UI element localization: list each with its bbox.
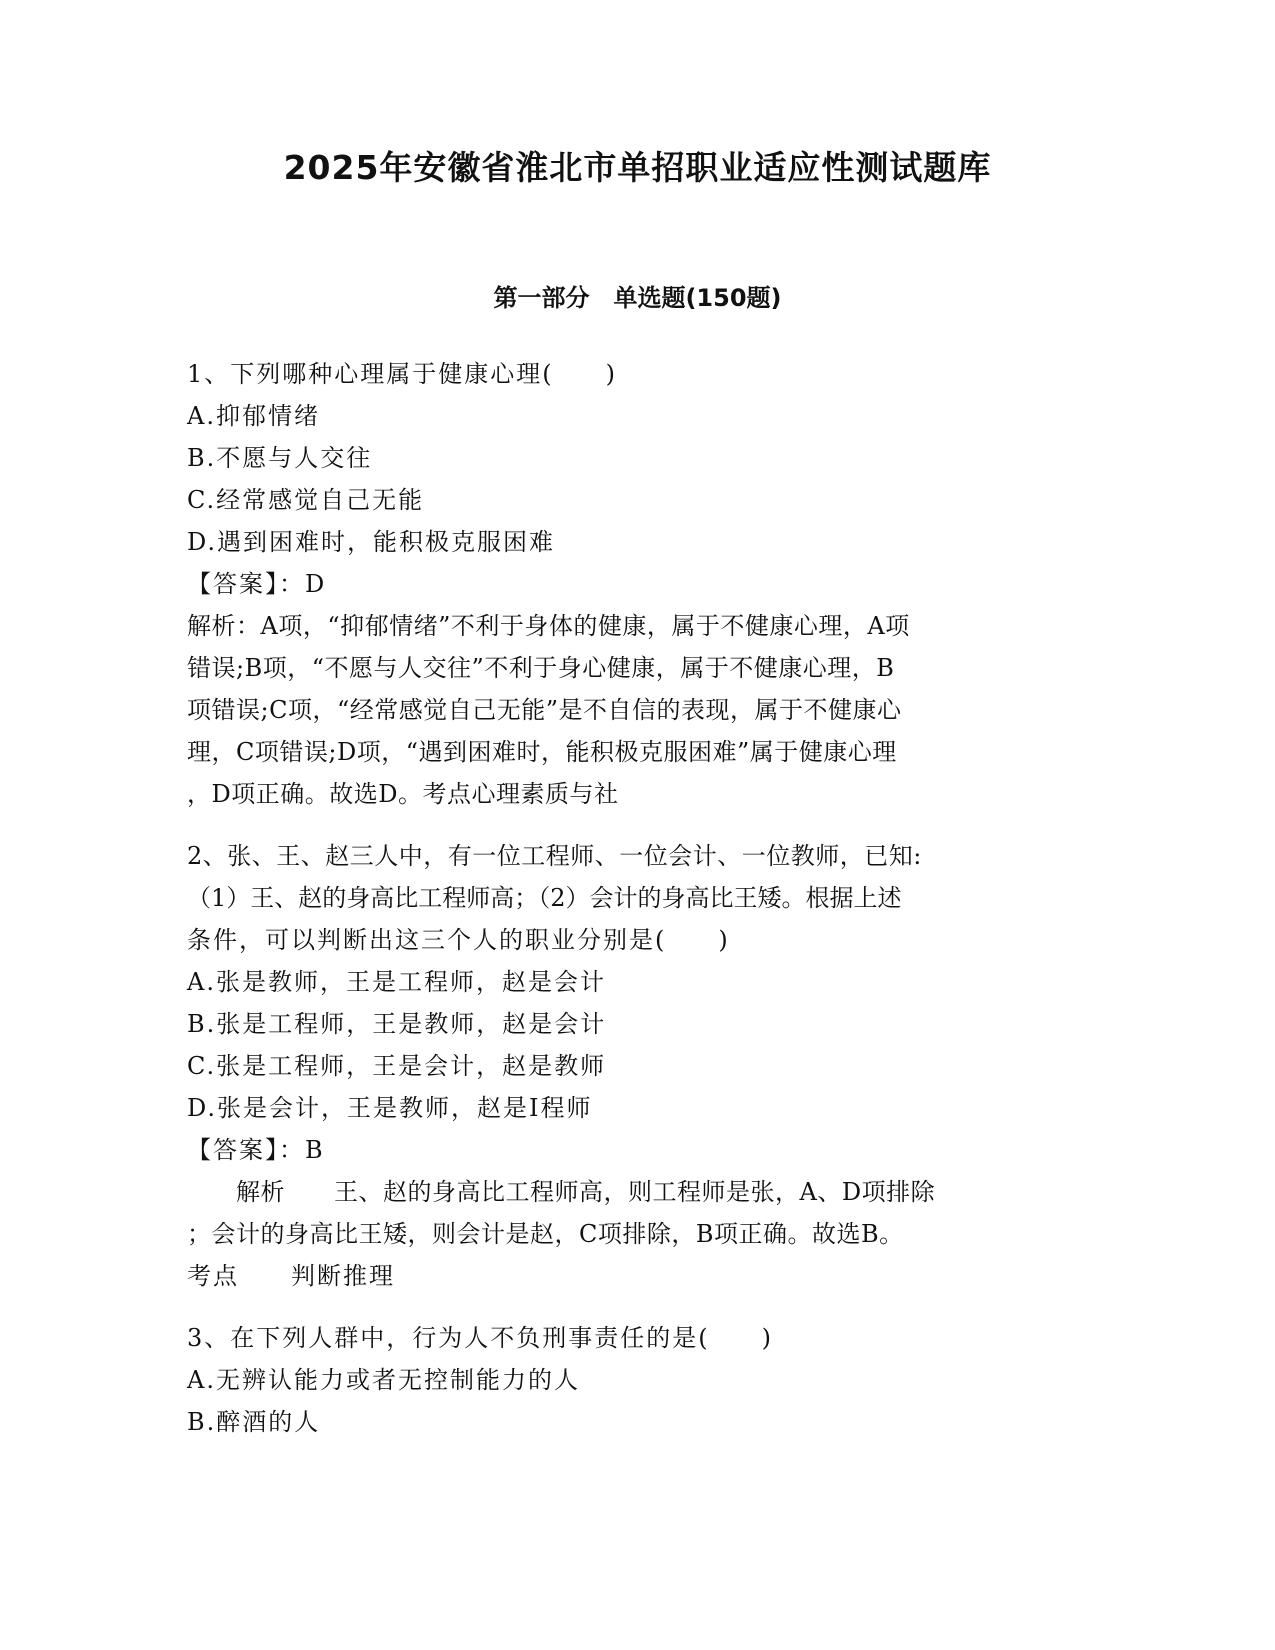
analysis-line: 解析：A项，“抑郁情绪”不利于身体的健康，属于不健康心理，A项	[187, 612, 910, 640]
option-a: A.抑郁情绪	[187, 402, 320, 430]
analysis-line: 项错误;C项，“经常感觉自己无能”是不自信的表现，属于不健康心	[187, 696, 902, 724]
question-stem: 2、张、王、赵三人中，有一位工程师、一位会计、一位教师，已知:	[187, 842, 922, 870]
option-a: A.张是教师，王是工程师，赵是会计	[187, 968, 606, 996]
question-stem: （1）王、赵的身高比工程师高；（2）会计的身高比王矮。根据上述	[187, 884, 902, 912]
analysis-line: 错误;B项，“不愿与人交往”不利于身心健康，属于不健康心理，B	[187, 654, 895, 682]
analysis-line: 理，C项错误;D项，“遇到困难时，能积极克服困难”属于健康心理	[187, 738, 897, 766]
option-d: D.遇到困难时，能积极克服困难	[187, 528, 556, 556]
option-b: B.不愿与人交往	[187, 444, 373, 472]
section-heading: 第一部分 单选题(150题)	[493, 284, 782, 312]
option-b: B.张是工程师，王是教师，赵是会计	[187, 1010, 607, 1038]
question-stem: 1、下列哪种心理属于健康心理( )	[187, 360, 617, 388]
analysis-line: 考点 判断推理	[187, 1262, 395, 1290]
question-1	[187, 353, 1087, 815]
question-2	[187, 835, 1087, 1297]
option-d: D.张是会计，王是教师，赵是I程师	[187, 1094, 593, 1122]
document-title: 2025年安徽省淮北市单招职业适应性测试题库	[283, 148, 992, 187]
answer-label: 【答案】：D	[187, 570, 327, 598]
option-a: A.无辨认能力或者无控制能力的人	[187, 1366, 580, 1394]
option-b: B.醉酒的人	[187, 1408, 321, 1436]
option-c: C.张是工程师，王是会计，赵是教师	[187, 1052, 607, 1080]
question-3	[187, 1317, 1087, 1443]
answer-label: 【答案】：B	[187, 1136, 325, 1164]
question-stem: 3、在下列人群中，行为人不负刑事责任的是( )	[187, 1324, 773, 1352]
analysis-line: ，D项正确。故选D。考点心理素质与社	[187, 780, 619, 808]
analysis-line: ；会计的身高比王矮，则会计是赵，C项排除，B项正确。故选B。	[187, 1220, 904, 1248]
analysis-line: 解析 王、赵的身高比工程师高，则工程师是张，A、D项排除	[187, 1178, 936, 1206]
question-list	[187, 353, 1087, 1443]
option-c: C.经常感觉自己无能	[187, 486, 425, 514]
question-stem: 条件，可以判断出这三个人的职业分别是( )	[187, 926, 730, 954]
